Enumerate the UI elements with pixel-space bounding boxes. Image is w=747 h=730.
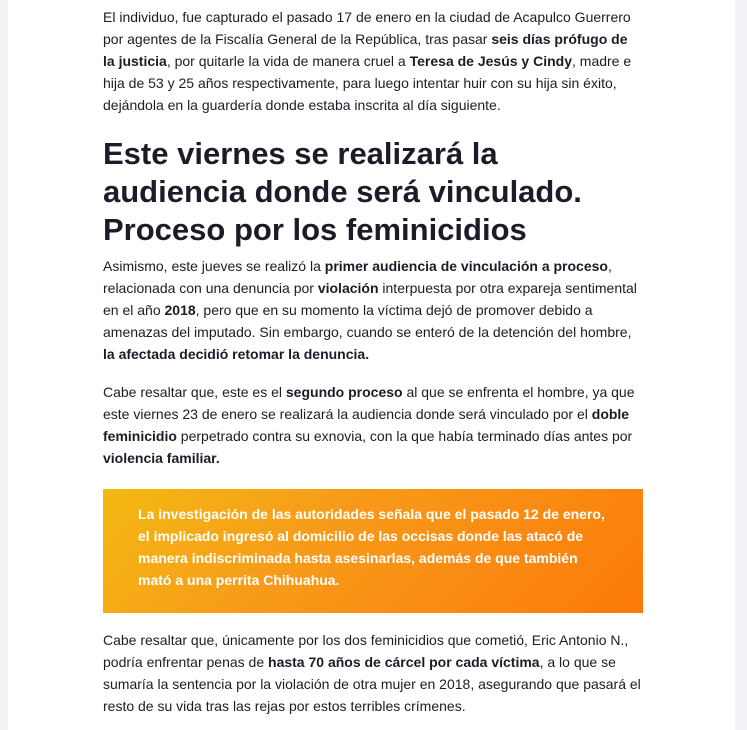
bold-run: seis días prófugo de la justicia xyxy=(103,31,628,69)
paragraph-capture xyxy=(103,0,643,116)
text-run: , a lo que se sumaría la sentencia por la violación de otra mujer en 2018, asegurando que pasará el resto de su vida tras las rejas por estos terribles crímenes. xyxy=(103,654,641,714)
article-body xyxy=(103,0,643,717)
bold-run: doble feminicidio xyxy=(103,406,630,444)
text-run: El individuo, fue capturado el pasado 17 de enero en la ciudad de Acapulco Guerrero por agentes de la Fiscalía General de la República, tras pasar xyxy=(103,9,631,47)
bold-run: 2018 xyxy=(164,302,196,318)
text-run: perpetrado contra su exnovia, con la que había terminado días antes por xyxy=(176,428,633,444)
text-run: , madre e hija de 53 y 25 años respectivamente, para luego intentar huir con su hija sin éxito, dejándola en la guardería donde estaba inscrita al día siguiente. xyxy=(103,53,632,113)
text-run: , por quitarle la vida de manera cruel a xyxy=(166,53,410,69)
bold-run: violencia familiar. xyxy=(103,450,220,466)
section-heading: Este viernes se realizará la audiencia donde será vinculado. Proceso por los feminicidios xyxy=(103,136,582,247)
text-run: Asimismo, este jueves se realizó la xyxy=(103,258,325,274)
bold-run: segundo proceso xyxy=(285,384,403,400)
text-run: Cabe resaltar que, este es el xyxy=(103,384,286,400)
article-page xyxy=(8,0,735,730)
paragraph-sentence xyxy=(103,629,643,717)
paragraph-first-hearing xyxy=(103,255,643,365)
bold-run: violación xyxy=(317,280,379,296)
bold-run: Teresa de Jesús y Cindy xyxy=(409,53,572,69)
text-run: , relacionada con una denuncia por xyxy=(103,258,612,296)
text-run: interpuesta por otra expareja sentimental en el año xyxy=(103,280,637,318)
paragraph-second-process xyxy=(103,381,643,469)
text-run: , pero que en su momento la víctima dejó de promover debido a amenazas del imputado. Sin embargo, cuando se enteró de la detención del hombre, xyxy=(103,302,632,340)
highlight-callout xyxy=(103,489,643,613)
bold-run: hasta 70 años de cárcel por cada víctima xyxy=(268,654,540,670)
bold-run: la afectada decidió retomar la denuncia. xyxy=(103,346,370,362)
callout-text: La investigación de las autoridades señala que el pasado 12 de enero, el implicado ingresó al domicilio de las occisas donde las atacó de manera indiscriminada hasta asesinarlas, además de que también mató a una perrita Chihuahua. xyxy=(138,506,605,588)
bold-run: primer audiencia de vinculación a proceso xyxy=(324,258,608,274)
text-run: Cabe resaltar que, únicamente por los dos feminicidios que cometió, Eric Antonio N., podría enfrentar penas de xyxy=(103,632,629,670)
text-run: al que se enfrenta el hombre, ya que este viernes 23 de enero se realizará la audiencia donde será vinculado por el xyxy=(103,384,635,422)
